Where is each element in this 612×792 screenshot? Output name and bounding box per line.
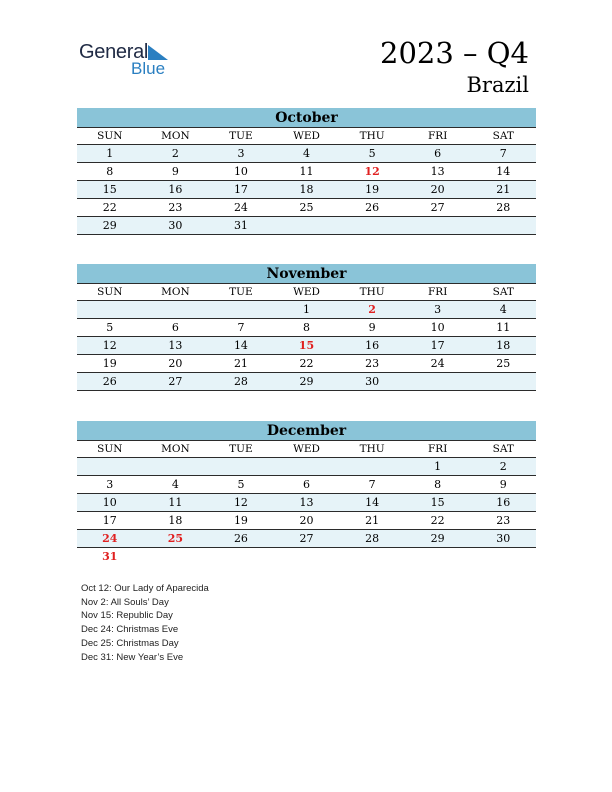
month-november [77, 264, 536, 391]
day-cell: 19 [365, 183, 380, 196]
day-cell: 8 [303, 321, 311, 334]
week-row [77, 458, 536, 476]
day-cell: 12 [364, 165, 380, 178]
week-row [77, 181, 536, 199]
day-cell: 17 [233, 183, 248, 196]
day-cell: 26 [233, 532, 248, 545]
empty-day-cell [405, 373, 471, 390]
empty-day-cell [470, 373, 536, 390]
day-cell: 23 [496, 514, 511, 527]
day-cell: 12 [102, 339, 117, 352]
holiday-note: Dec 25: Christmas Day [81, 637, 179, 649]
weekday-label: MON [161, 443, 190, 455]
day-cell: 6 [434, 147, 442, 160]
empty-day-cell [274, 458, 340, 475]
country-name: Brazil [466, 73, 529, 97]
day-cell: 14 [365, 496, 380, 509]
day-cell: 21 [233, 357, 248, 370]
day-cell: 26 [102, 375, 117, 388]
empty-day-cell [274, 548, 340, 565]
day-cell: 22 [430, 514, 445, 527]
day-cell: 24 [102, 532, 118, 545]
weekday-header-row [77, 128, 536, 145]
day-cell: 24 [430, 357, 445, 370]
empty-day-cell [143, 301, 209, 318]
week-row [77, 530, 536, 548]
day-cell: 25 [496, 357, 511, 370]
weekday-label: SUN [97, 443, 123, 455]
day-cell: 27 [430, 201, 445, 214]
day-cell: 6 [171, 321, 179, 334]
day-cell: 1 [434, 460, 442, 473]
day-cell: 1 [303, 303, 311, 316]
day-cell: 16 [168, 183, 183, 196]
day-cell: 19 [233, 514, 248, 527]
day-cell: 1 [106, 147, 114, 160]
weekday-label: THU [359, 286, 385, 298]
empty-day-cell [208, 301, 274, 318]
day-cell: 25 [167, 532, 184, 545]
day-cell: 8 [106, 165, 114, 178]
empty-day-cell [274, 217, 340, 234]
day-cell: 4 [171, 478, 179, 491]
weekday-label: THU [359, 130, 385, 142]
day-cell: 2 [499, 460, 507, 473]
day-cell: 5 [106, 321, 114, 334]
day-cell: 8 [434, 478, 442, 491]
weekday-label: WED [293, 130, 320, 142]
day-cell: 14 [496, 165, 511, 178]
week-row [77, 548, 536, 565]
holiday-note: Nov 2: All Souls’ Day [81, 596, 169, 608]
day-cell: 25 [299, 201, 314, 214]
day-cell: 21 [365, 514, 380, 527]
day-cell: 31 [102, 550, 118, 563]
day-cell: 18 [496, 339, 511, 352]
empty-day-cell [339, 458, 405, 475]
day-cell: 10 [430, 321, 445, 334]
day-cell: 26 [365, 201, 380, 214]
day-cell: 22 [102, 201, 117, 214]
day-cell: 31 [233, 219, 248, 232]
empty-day-cell [339, 217, 405, 234]
holiday-note: Dec 31: New Year’s Eve [81, 651, 184, 663]
month-header: November [77, 264, 536, 284]
day-cell: 4 [499, 303, 507, 316]
month-october [77, 108, 536, 235]
empty-day-cell [405, 548, 471, 565]
day-cell: 28 [233, 375, 248, 388]
day-cell: 17 [430, 339, 445, 352]
week-row [77, 301, 536, 319]
weekday-label: THU [359, 443, 385, 455]
day-cell: 20 [430, 183, 445, 196]
week-row [77, 163, 536, 181]
day-cell: 9 [368, 321, 376, 334]
day-cell: 10 [102, 496, 117, 509]
day-cell: 4 [303, 147, 311, 160]
weekday-label: SAT [492, 130, 514, 142]
day-cell: 27 [168, 375, 183, 388]
day-cell: 3 [237, 147, 245, 160]
day-cell: 24 [233, 201, 248, 214]
weekday-label: SUN [97, 130, 123, 142]
empty-day-cell [208, 548, 274, 565]
day-cell: 7 [237, 321, 245, 334]
day-cell: 19 [102, 357, 117, 370]
week-row [77, 476, 536, 494]
day-cell: 20 [299, 514, 314, 527]
month-header: October [77, 108, 536, 128]
day-cell: 15 [102, 183, 117, 196]
empty-day-cell [77, 458, 143, 475]
day-cell: 29 [430, 532, 445, 545]
day-cell: 16 [365, 339, 380, 352]
month-header: December [77, 421, 536, 441]
day-cell: 21 [496, 183, 511, 196]
day-cell: 9 [499, 478, 507, 491]
weekday-label: TUE [229, 130, 253, 142]
week-row [77, 319, 536, 337]
day-cell: 13 [430, 165, 445, 178]
weekday-header-row [77, 441, 536, 458]
day-cell: 2 [368, 303, 376, 316]
week-row [77, 512, 536, 530]
holiday-note: Oct 12: Our Lady of Aparecida [81, 583, 209, 594]
empty-day-cell [77, 301, 143, 318]
day-cell: 16 [496, 496, 511, 509]
day-cell: 5 [368, 147, 376, 160]
empty-day-cell [470, 548, 536, 565]
day-cell: 28 [365, 532, 380, 545]
empty-day-cell [339, 548, 405, 565]
week-row [77, 199, 536, 217]
empty-day-cell [143, 548, 209, 565]
weekday-label: SAT [492, 443, 514, 455]
day-cell: 30 [496, 532, 511, 545]
empty-day-cell [470, 217, 536, 234]
day-cell: 18 [299, 183, 314, 196]
empty-day-cell [405, 217, 471, 234]
day-cell: 29 [299, 375, 314, 388]
day-cell: 23 [168, 201, 183, 214]
weekday-label: TUE [229, 443, 253, 455]
logo-triangle-icon [148, 45, 168, 60]
weekday-label: MON [161, 286, 190, 298]
day-cell: 2 [171, 147, 179, 160]
day-cell: 13 [299, 496, 314, 509]
day-cell: 11 [496, 321, 511, 334]
day-cell: 14 [233, 339, 248, 352]
day-cell: 28 [496, 201, 511, 214]
day-cell: 30 [365, 375, 380, 388]
day-cell: 11 [168, 496, 183, 509]
week-row [77, 355, 536, 373]
day-cell: 3 [106, 478, 114, 491]
holiday-note: Dec 24: Christmas Eve [81, 624, 179, 636]
holiday-notes [81, 582, 209, 664]
day-cell: 7 [499, 147, 507, 160]
day-cell: 23 [365, 357, 380, 370]
day-cell: 13 [168, 339, 183, 352]
month-december [77, 421, 536, 565]
logo-text-blue: Blue [131, 59, 166, 78]
weekday-label: FRI [428, 286, 448, 298]
day-cell: 27 [299, 532, 314, 545]
day-cell: 20 [168, 357, 183, 370]
week-row [77, 217, 536, 235]
day-cell: 29 [102, 219, 117, 232]
logo-text-general: General [79, 41, 149, 63]
weekday-label: MON [161, 130, 190, 142]
weekday-label: TUE [229, 286, 253, 298]
day-cell: 9 [171, 165, 179, 178]
page-title: 2023 – Q4 [380, 36, 529, 70]
weekday-label: FRI [428, 443, 448, 455]
empty-day-cell [143, 458, 209, 475]
day-cell: 22 [299, 357, 314, 370]
week-row [77, 494, 536, 512]
weekday-label: WED [293, 443, 320, 455]
day-cell: 15 [430, 496, 445, 509]
weekday-label: SAT [492, 286, 514, 298]
week-row [77, 373, 536, 391]
week-row [77, 145, 536, 163]
day-cell: 18 [168, 514, 183, 527]
weekday-label: WED [293, 286, 320, 298]
day-cell: 17 [102, 514, 117, 527]
day-cell: 5 [237, 478, 245, 491]
week-row [77, 337, 536, 355]
day-cell: 7 [368, 478, 376, 491]
weekday-label: SUN [97, 286, 123, 298]
empty-day-cell [208, 458, 274, 475]
holiday-note: Nov 15: Republic Day [81, 610, 173, 622]
day-cell: 3 [434, 303, 442, 316]
weekday-label: FRI [428, 130, 448, 142]
day-cell: 30 [168, 219, 183, 232]
day-cell: 11 [299, 165, 314, 178]
weekday-header-row [77, 284, 536, 301]
day-cell: 6 [303, 478, 311, 491]
day-cell: 15 [298, 339, 315, 352]
day-cell: 12 [233, 496, 248, 509]
day-cell: 10 [233, 165, 248, 178]
